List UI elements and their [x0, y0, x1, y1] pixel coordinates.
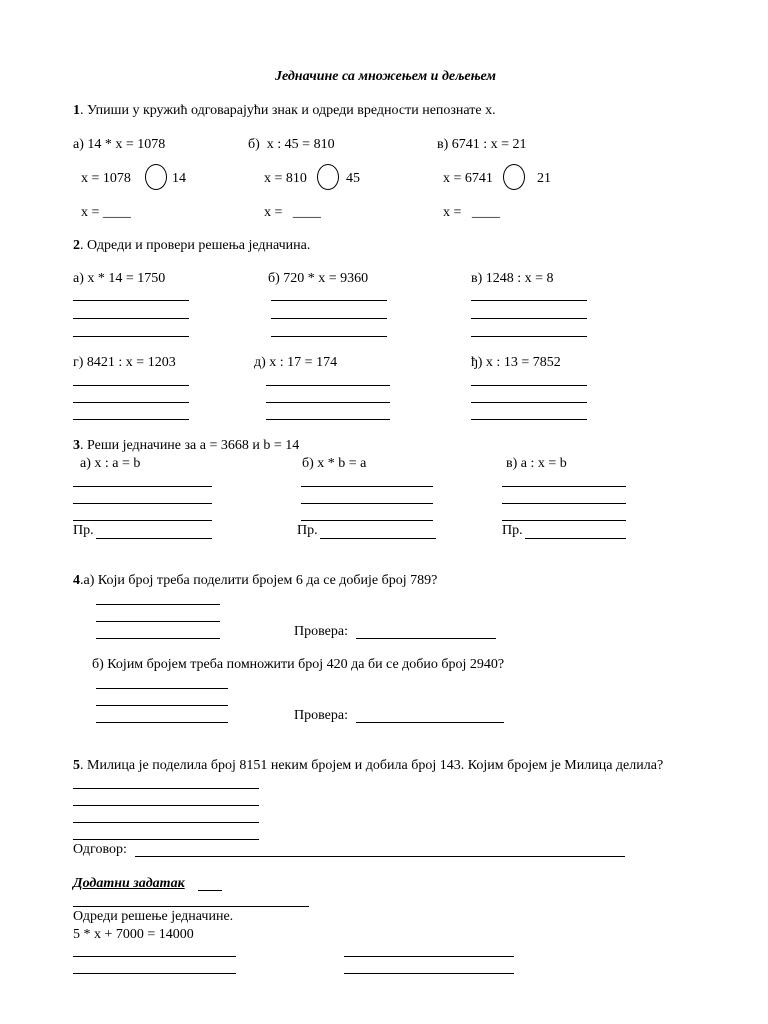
- task-3-text: . Реши једначине за a = 3668 и b = 14: [80, 438, 300, 453]
- task-2b-equation: б) 720 * x = 9360: [268, 271, 369, 286]
- extra-title-underline-tail: [198, 890, 222, 891]
- task-3a-line[interactable]: [73, 520, 212, 521]
- task-1b-row-left: x = 810: [264, 171, 307, 186]
- task-1a-answer[interactable]: x = ____: [81, 205, 131, 220]
- task-3b-check-line[interactable]: [320, 538, 436, 539]
- task-2-number: 2: [73, 238, 80, 253]
- task-4-number: 4: [73, 573, 80, 588]
- task-2-heading: [73, 238, 310, 254]
- extra-task-line[interactable]: [73, 973, 236, 974]
- task-3c-line[interactable]: [502, 486, 626, 487]
- task-2b-line[interactable]: [271, 336, 387, 337]
- extra-task-equation: 5 * x + 7000 = 14000: [73, 927, 194, 942]
- task-2e-line[interactable]: [266, 419, 390, 420]
- task-2c-line[interactable]: [471, 318, 587, 319]
- task-2f-line[interactable]: [471, 419, 587, 420]
- task-3c-equation: в) a : x = b: [506, 456, 567, 471]
- task-4b-text: б) Којим бројем треба помножити број 420 да би се добио број 2940?: [92, 657, 505, 672]
- task-3b-equation: б) x * b = a: [302, 456, 367, 471]
- task-3a-line[interactable]: [73, 486, 212, 487]
- task-4b-line[interactable]: [96, 722, 228, 723]
- task-1b-row-right: 45: [346, 171, 360, 186]
- task-3c-line[interactable]: [502, 520, 626, 521]
- task-1a-row-left: x = 1078: [81, 171, 131, 186]
- task-4a-text: .а) Који број треба поделити бројем 6 да се добије број 789?: [80, 573, 438, 588]
- task-2b-line[interactable]: [271, 318, 387, 319]
- task-2a-line[interactable]: [73, 300, 189, 301]
- task-3-heading: [73, 438, 299, 454]
- task-1-number: 1: [73, 103, 80, 118]
- task-2d-line[interactable]: [73, 385, 189, 386]
- task-3a-line[interactable]: [73, 503, 212, 504]
- task-1-text: . Упиши у кружић одговарајући знак и одреди вредности непознате x.: [80, 103, 496, 118]
- task-4b-check-line[interactable]: [356, 722, 504, 723]
- task-4b-line[interactable]: [96, 705, 228, 706]
- task-2e-equation: д) x : 17 = 174: [254, 355, 338, 370]
- task-1c-sign-circle[interactable]: [503, 164, 525, 190]
- task-4a-line[interactable]: [96, 621, 220, 622]
- task-1a-row-right: 14: [172, 171, 186, 186]
- task-2d-line[interactable]: [73, 402, 189, 403]
- task-4a-check-label: Провера:: [294, 624, 352, 639]
- task-1c-equation: в) 6741 : x = 21: [437, 137, 527, 152]
- task-1a-equation: а) 14 * x = 1078: [73, 137, 166, 152]
- task-4a-line[interactable]: [96, 638, 220, 639]
- task-3b-line[interactable]: [301, 503, 433, 504]
- task-4a-heading: [73, 573, 437, 589]
- task-5-line[interactable]: [73, 805, 259, 806]
- task-3b-line[interactable]: [301, 486, 433, 487]
- extra-task-line[interactable]: [344, 973, 514, 974]
- task-3c-line[interactable]: [502, 503, 626, 504]
- task-3a-equation: а) x : a = b: [80, 456, 141, 471]
- task-1b-answer[interactable]: x = ____: [264, 205, 321, 220]
- task-2c-equation: в) 1248 : x = 8: [471, 271, 554, 286]
- divider: [73, 906, 309, 907]
- task-2c-line[interactable]: [471, 300, 587, 301]
- task-5-answer-line[interactable]: [135, 856, 625, 857]
- task-4b-check-label: Провера:: [294, 708, 352, 723]
- task-1c-answer[interactable]: x = ____: [443, 205, 500, 220]
- extra-task-title: Додатни задатак: [73, 876, 185, 891]
- task-5-number: 5: [73, 758, 80, 773]
- task-3b-check-label: Пр.: [297, 523, 318, 538]
- task-5-heading: [73, 758, 663, 774]
- task-2f-line[interactable]: [471, 385, 587, 386]
- task-3b-line[interactable]: [301, 520, 433, 521]
- task-5-line[interactable]: [73, 839, 259, 840]
- task-2b-line[interactable]: [271, 300, 387, 301]
- task-2e-line[interactable]: [266, 385, 390, 386]
- task-2d-equation: г) 8421 : x = 1203: [73, 355, 176, 370]
- task-1c-row-right: 21: [537, 171, 551, 186]
- task-2d-line[interactable]: [73, 419, 189, 420]
- task-1-heading: [73, 103, 496, 119]
- task-2a-line[interactable]: [73, 318, 189, 319]
- task-5-line[interactable]: [73, 822, 259, 823]
- task-4a-line[interactable]: [96, 604, 220, 605]
- task-4a-check-line[interactable]: [356, 638, 496, 639]
- task-3a-check-label: Пр.: [73, 523, 94, 538]
- task-2c-line[interactable]: [471, 336, 587, 337]
- task-2e-line[interactable]: [266, 402, 390, 403]
- extra-task-text: Одреди решење једначине.: [73, 909, 234, 924]
- extra-task-line[interactable]: [73, 956, 236, 957]
- task-2a-equation: а) x * 14 = 1750: [73, 271, 166, 286]
- task-1a-sign-circle[interactable]: [145, 164, 167, 190]
- task-2f-line[interactable]: [471, 402, 587, 403]
- task-2-text: . Одреди и провери решења једначина.: [80, 238, 311, 253]
- task-4b-line[interactable]: [96, 688, 228, 689]
- task-3-number: 3: [73, 438, 80, 453]
- task-2a-line[interactable]: [73, 336, 189, 337]
- task-1c-row-left: x = 6741: [443, 171, 493, 186]
- extra-task-line[interactable]: [344, 956, 514, 957]
- task-2f-equation: ђ) x : 13 = 7852: [471, 355, 561, 370]
- task-5-text: . Милица је поделила број 8151 неким бројем и добила број 143. Којим бројем је Милица делила?: [80, 758, 664, 773]
- page-title: Једначине са множењем и дељењем: [275, 69, 497, 84]
- task-5-answer-label: Одговор:: [73, 842, 131, 857]
- task-5-line[interactable]: [73, 788, 259, 789]
- task-3a-check-line[interactable]: [96, 538, 212, 539]
- task-3c-check-line[interactable]: [525, 538, 626, 539]
- task-3c-check-label: Пр.: [502, 523, 523, 538]
- task-1b-equation: б) x : 45 = 810: [248, 137, 335, 152]
- task-1b-sign-circle[interactable]: [317, 164, 339, 190]
